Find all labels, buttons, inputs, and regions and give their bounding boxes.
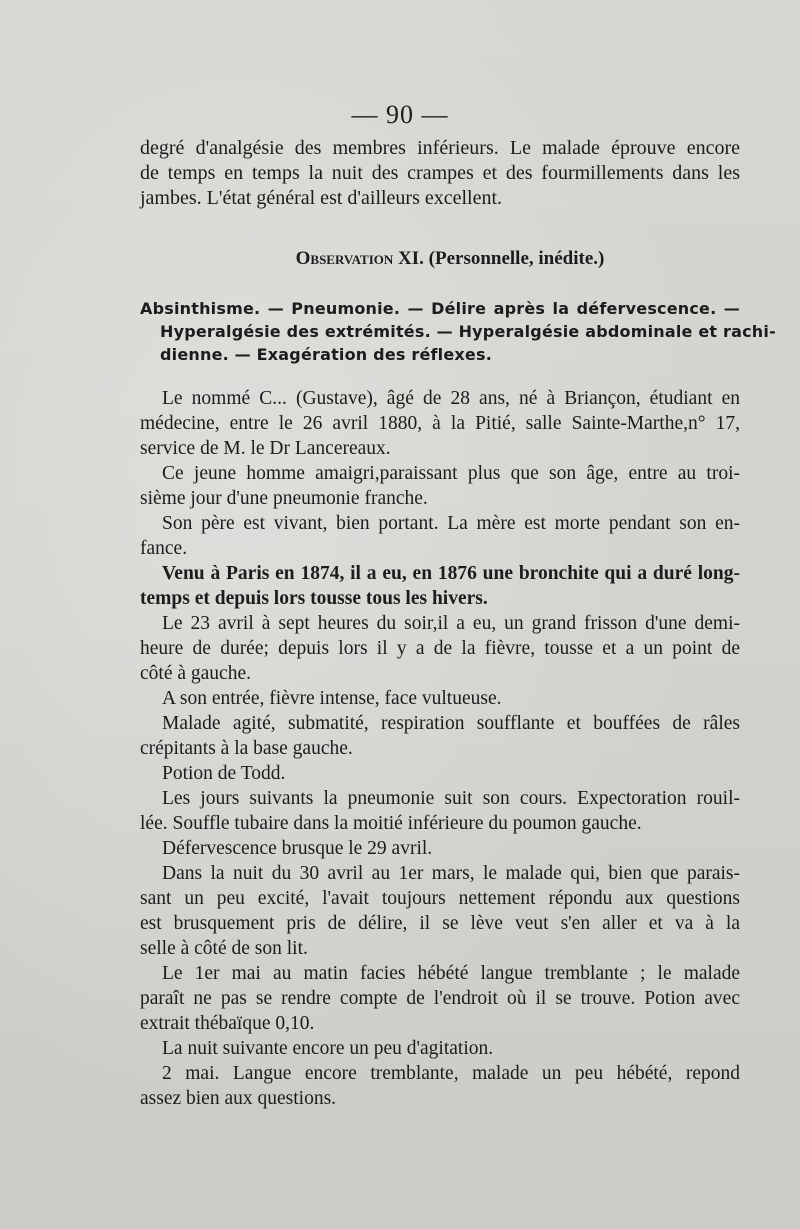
paragraph-line: Son père est vivant, bien portant. La mère est morte pendant son en-	[162, 513, 740, 534]
paragraph-line: temps et depuis lors tousse tous les hivers.	[140, 588, 488, 609]
paragraph-line: A son entrée, fièvre intense, face vultueuse.	[162, 688, 502, 709]
observation-summary	[140, 297, 776, 366]
paragraph-line: heure de durée; depuis lors il y a de la fièvre, tousse et a un point de	[140, 638, 740, 659]
paragraph	[140, 511, 740, 561]
paragraph	[140, 1061, 740, 1111]
paragraph-line: sant un peu excité, l'avait toujours nettement répondu aux questions	[140, 888, 740, 909]
summary-line: Hyperalgésie des extrémités. — Hyperalgésie abdominale et rachi-	[160, 322, 776, 341]
paragraph-line: côté à gauche.	[140, 663, 251, 684]
observation-label: Observation XI.	[295, 248, 424, 269]
page-body	[140, 136, 776, 1111]
paragraph-line: La nuit suivante encore un peu d'agitation.	[162, 1038, 494, 1059]
paragraph-line: 2 mai. Langue encore tremblante, malade un peu hébété, repond	[162, 1063, 740, 1084]
paragraph	[140, 686, 740, 711]
paragraph-line: selle à côté de son lit.	[140, 938, 308, 959]
paragraph	[140, 711, 740, 761]
paragraph	[140, 611, 740, 686]
paragraph-line: service de M. le Dr Lancereaux.	[140, 438, 391, 459]
paragraph-line: Venu à Paris en 1874, il a eu, en 1876 une bronchite qui a duré long-	[162, 563, 740, 584]
paragraph-line: Les jours suivants la pneumonie suit son cours. Expectoration rouil-	[162, 788, 740, 809]
page-number: — 90 —	[351, 100, 449, 129]
paragraph	[140, 761, 740, 786]
paragraph-line: médecine, entre le 26 avril 1880, à la Pitié, salle Sainte-Marthe,n° 17,	[140, 413, 740, 434]
paragraph-line: est brusquement pris de délire, il se lève veut s'en aller et va à la	[140, 913, 740, 934]
paragraph-line: Le 23 avril à sept heures du soir,il a eu, un grand frisson d'une demi-	[162, 613, 740, 634]
paragraph-line: sième jour d'une pneumonie franche.	[140, 488, 428, 509]
intro-line: de temps en temps la nuit des crampes et des fourmillements dans les	[140, 162, 740, 184]
paragraph	[140, 861, 740, 961]
paragraph-line: Défervescence brusque le 29 avril.	[162, 838, 433, 859]
summary-line: dienne. — Exagération des réflexes.	[160, 345, 492, 364]
paragraph-line: fance.	[140, 538, 188, 559]
paragraph-line: assez bien aux questions.	[140, 1088, 337, 1109]
intro-paragraph	[140, 136, 740, 211]
paragraph-line: extrait thébaïque 0,10.	[140, 1013, 315, 1034]
paragraph-line: Potion de Todd.	[162, 763, 286, 784]
paragraph	[140, 786, 740, 836]
paragraph	[140, 461, 740, 511]
paragraph-line: Le nommé C... (Gustave), âgé de 28 ans, né à Briançon, étudiant en	[162, 388, 740, 409]
paragraph-line: lée. Souffle tubaire dans la moitié inférieure du poumon gauche.	[140, 813, 642, 834]
intro-line: jambes. L'état général est d'ailleurs excellent.	[140, 187, 503, 209]
paragraph-line: crépitants à la base gauche.	[140, 738, 353, 759]
paragraph-line: Le 1er mai au matin facies hébété langue tremblante ; le malade	[162, 963, 740, 984]
paragraph-line: paraît ne pas se rendre compte de l'endroit où il se trouve. Potion avec	[140, 988, 740, 1009]
intro-line: degré d'analgésie des membres inférieurs. Le malade éprouve encore	[140, 137, 740, 159]
paragraph	[140, 386, 740, 461]
paragraph-line: Ce jeune homme amaigri,paraissant plus que son âge, entre au troi-	[162, 463, 740, 484]
observation-detail: (Personnelle, inédite.)	[428, 248, 605, 269]
paragraph-line: Malade agité, submatité, respiration soufflante et bouffées de râles	[162, 713, 740, 734]
observation-heading	[140, 247, 740, 271]
paragraph	[140, 561, 740, 611]
summary-line: Absinthisme. — Pneumonie. — Délire après la défervescence. —	[140, 299, 740, 318]
paragraph	[140, 961, 740, 1036]
paragraph-line: Dans la nuit du 30 avril au 1er mars, le malade qui, bien que parais-	[162, 863, 740, 884]
paragraph	[140, 1036, 740, 1061]
paragraph	[140, 836, 740, 861]
